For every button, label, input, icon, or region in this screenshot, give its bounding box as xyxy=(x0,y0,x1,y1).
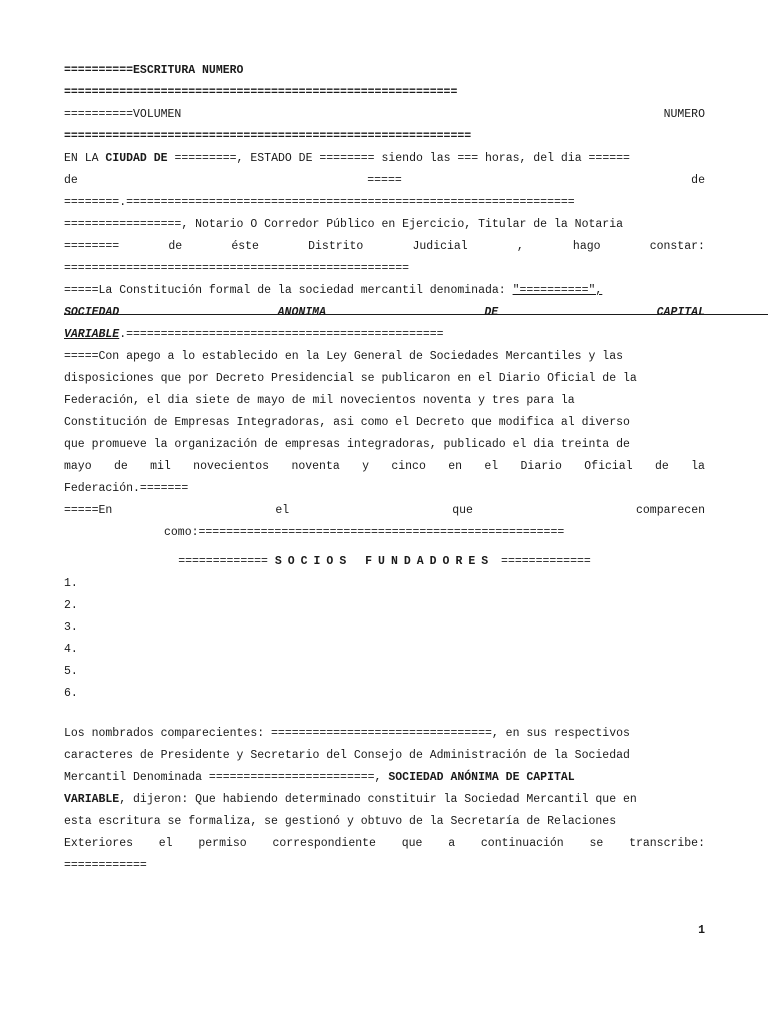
constitucion-line xyxy=(64,280,705,302)
paragraph-line: que promueve la organización de empresas integradoras, publicado el dia treinta de xyxy=(64,438,630,451)
word: Diario xyxy=(520,460,562,473)
word: transcribe: xyxy=(629,837,705,850)
list-item: 4. xyxy=(64,643,78,656)
sociedad-anonima-label: SOCIEDAD ANÓNIMA DE CAPITAL xyxy=(388,771,575,784)
text-segment: Mercantil Denominada ========================, xyxy=(64,771,389,784)
date-line xyxy=(64,170,705,192)
title-text: SOCIOS FUNDADORES xyxy=(274,555,495,568)
text-segment: Federación, el dia siete de mayo de mil novecientos noventa y tres para la xyxy=(64,394,575,407)
underline-rule xyxy=(64,314,768,315)
volumen-label: ==========VOLUMEN xyxy=(64,108,182,121)
list-item: 6. xyxy=(64,687,78,700)
word: continuación xyxy=(480,837,564,850)
word: ======== xyxy=(64,240,120,253)
notario-line: =================, Notario O Corredor Público en Ejercicio, Titular de la Notaria xyxy=(64,218,623,231)
word: ANONIMA xyxy=(277,306,326,319)
text-segment: , dijeron: Que habiendo determinado constituir la Sociedad Mercantil que en xyxy=(119,793,637,806)
list-item: 5. xyxy=(64,665,78,678)
word: correspondiente xyxy=(272,837,376,850)
paragraph-line: caracteres de Presidente y Secretario del Consejo de Administración de la Sociedad xyxy=(64,749,630,762)
sociedad-line xyxy=(64,302,705,324)
como-line: como:===================================================== xyxy=(164,526,565,539)
word: Judicial xyxy=(412,240,468,253)
title-left: ============= xyxy=(178,555,275,568)
paragraph-line: Los nombrados comparecientes: ================================, en sus respectivos xyxy=(64,727,630,740)
paragraph-line xyxy=(64,767,705,789)
word: novecientos xyxy=(193,460,270,473)
separator-line: ========.================================================================= xyxy=(64,196,575,209)
word: hago xyxy=(572,240,601,253)
word: el xyxy=(158,837,173,850)
socios-fundadores-title xyxy=(64,551,705,573)
word: se xyxy=(589,837,604,850)
text-segment: =====La Constitución formal de la sociedad mercantil denominada: xyxy=(64,284,513,297)
word: el xyxy=(484,460,499,473)
paragraph-line xyxy=(64,456,705,478)
word: comparecen xyxy=(635,504,705,517)
word: que xyxy=(452,504,473,517)
word: cinco xyxy=(391,460,426,473)
word: el xyxy=(275,504,290,517)
word: de xyxy=(654,460,669,473)
variable-label: VARIABLE xyxy=(64,328,120,341)
word: la xyxy=(691,460,705,473)
word: Distrito xyxy=(308,240,364,253)
paragraph-line: disposiciones que por Decreto Presidencial se publicaron en el Diario Oficial de la xyxy=(64,372,637,385)
word: noventa xyxy=(291,460,340,473)
separator-line: =========================================================== xyxy=(64,130,472,143)
paragraph-line: Federación.======= xyxy=(64,482,189,495)
word: mayo xyxy=(64,460,92,473)
company-name-placeholder: "==========", xyxy=(512,284,603,297)
paragraph-line: esta escritura se formaliza, se gestionó y obtuvo de la Secretaría de Relaciones xyxy=(64,815,617,828)
list-item: 1. xyxy=(64,577,78,590)
word: de xyxy=(113,460,128,473)
variable-label: VARIABLE xyxy=(64,793,120,806)
title-right: ============= xyxy=(494,555,591,568)
escritura-numero-line: ==========ESCRITURA NUMERO xyxy=(64,64,244,77)
variable-line xyxy=(64,324,705,346)
paragraph-line xyxy=(64,833,705,855)
word: en xyxy=(448,460,463,473)
word: CAPITAL xyxy=(656,306,705,319)
word: , xyxy=(516,240,524,253)
page-number: 1 xyxy=(698,924,705,937)
word: de xyxy=(168,240,183,253)
word: éste xyxy=(231,240,259,253)
word: y xyxy=(362,460,369,473)
numero-label: NUMERO xyxy=(663,108,705,121)
word: que xyxy=(401,837,423,850)
separator-line: ================================================== xyxy=(64,262,410,275)
paragraph-line: =====Con apego a lo establecido en la Ley General de Sociedades Mercantiles y las xyxy=(64,350,623,363)
word: Exteriores xyxy=(64,837,134,850)
word: constar: xyxy=(649,240,705,253)
word: mil xyxy=(150,460,171,473)
volumen-numero-line xyxy=(64,104,705,126)
paragraph-line: ============ xyxy=(64,859,147,872)
paragraph-line xyxy=(64,390,705,412)
word: =====En xyxy=(64,504,113,517)
comparecen-line xyxy=(64,500,705,522)
ciudad-label: CIUDAD DE xyxy=(105,152,168,165)
word: Oficial xyxy=(584,460,633,473)
word: de xyxy=(691,174,705,187)
word: permiso xyxy=(198,837,247,850)
text-segment: .============================================== xyxy=(119,328,444,341)
word: DE xyxy=(484,306,499,319)
word: de xyxy=(64,174,78,187)
word: ===== xyxy=(367,174,402,187)
separator-line: ========================================================= xyxy=(64,86,458,99)
text-segment: EN LA xyxy=(64,152,106,165)
paragraph-line: Constitución de Empresas Integradoras, asi como el Decreto que modifica al diverso xyxy=(64,416,630,429)
text-segment: =========, ESTADO DE ======== siendo las === horas, del dia ====== xyxy=(167,152,630,165)
list-item: 3. xyxy=(64,621,78,634)
distrito-line xyxy=(64,236,705,258)
word: a xyxy=(448,837,456,850)
ciudad-line xyxy=(64,148,705,170)
word: SOCIEDAD xyxy=(64,306,120,319)
paragraph-line xyxy=(64,789,705,811)
list-item: 2. xyxy=(64,599,78,612)
